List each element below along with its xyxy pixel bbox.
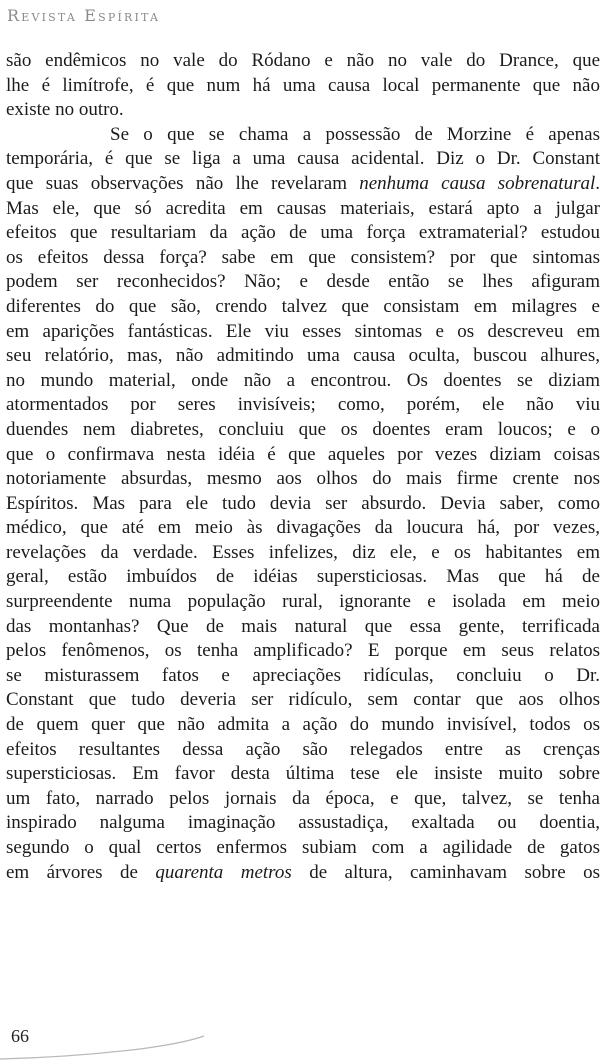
text-run: . (595, 172, 600, 194)
text-line: em aparições fantásticas. Ele viu esses sintomas e os descreveu em (6, 320, 600, 342)
text-line: pelos fenômenos, os tenha amplificado? E porque em seus relatos (6, 640, 600, 662)
text-line: Espíritos. Mas para ele tudo devia ser absurdo. Devia saber, como (6, 492, 600, 514)
text-line: surpreendente numa população rural, ignorante e isolada em meio (6, 591, 600, 613)
text-run: em árvores de (6, 861, 156, 883)
text-line: os efeitos dessa força? sabe em que consistem? por que sintomas (6, 246, 600, 268)
text-line: são endêmicos no vale do Ródano e não no vale do Drance, que (6, 50, 600, 71)
paragraph (6, 123, 600, 885)
text-line: que o confirmava nesta idéia é que aqueles por vezes diziam coisas (6, 443, 600, 465)
text-line: de quem quer que não admita a ação do mundo invisível, todos os (6, 714, 600, 736)
text-line: duendes nem diabretes, concluiu que os doentes eram loucos; e o (6, 418, 600, 440)
text-line: Mas ele, que só acredita em causas materiais, estará apto a julgar (6, 197, 600, 219)
text-line: efeitos que resultariam da ação de uma força extramaterial? estudou (6, 222, 600, 244)
text-line: diferentes do que são, crendo talvez que consistam em milagres e (6, 295, 600, 317)
text-run: que suas observações não lhe revelaram (6, 172, 360, 194)
text-line: lhe é limítrofe, é que num há uma causa local permanente que não (6, 74, 600, 96)
text-line: das montanhas? Que de mais natural que essa gente, terrificada (6, 615, 600, 637)
text-line: atormentados por seres invisíveis; como, porém, ele não viu (6, 394, 600, 416)
text-line: Se o que se chama a possessão de Morzine é apenas (110, 123, 600, 145)
text-line: inspirado nalguma imaginação assustadiça, exaltada ou doentia, (6, 812, 600, 834)
text-line (6, 861, 600, 886)
text-line: supersticiosas. Em favor desta última tese ele insiste muito sobre (6, 763, 600, 785)
text-line: geral, estão imbuídos de idéias supersticiosas. Mas que há de (6, 566, 600, 588)
text-line: médico, que até em meio às divagações da loucura há, por vezes, (6, 517, 600, 539)
text-run: de altura, caminhavam sobre os (291, 861, 600, 883)
text-line: temporária, é que se liga a uma causa acidental. Diz o Dr. Constant (6, 148, 600, 170)
text-line: se misturassem fatos e apreciações ridículas, concluiu o Dr. (6, 664, 600, 686)
text-line (6, 172, 600, 197)
text-line: revelações da verdade. Esses infelizes, diz ele, e os habitantes em (6, 541, 600, 563)
text-line: segundo o qual certos enfermos subiam com a agilidade de gatos (6, 837, 600, 858)
page-number: 66 (11, 1026, 29, 1046)
text-line: no mundo material, onde não a encontrou. Os doentes se diziam (6, 369, 600, 391)
running-header: Revista Espírita (7, 6, 161, 25)
footer-ornament-line (0, 1025, 205, 1060)
text-line: um fato, narrado pelos jornais da época, e que, talvez, se tenha (6, 787, 600, 809)
emphasis: nenhuma causa sobrenatural (359, 172, 596, 194)
text-line: notoriamente absurdas, mesmo aos olhos do mais firme crente nos (6, 468, 600, 490)
text-line: Constant que tudo deveria ser ridículo, sem contar que aos olhos (6, 689, 600, 711)
body-text (6, 49, 600, 885)
emphasis: quarenta metros (155, 861, 292, 883)
paragraph (6, 49, 600, 123)
text-line: podem ser reconhecidos? Não; e desde então se lhes afiguram (6, 271, 600, 293)
text-line: existe no outro. (6, 99, 124, 121)
text-line: efeitos resultantes dessa ação são relegados entre as crenças (6, 738, 600, 760)
text-line: seu relatório, mas, não admitindo uma causa oculta, buscou alhures, (6, 345, 600, 367)
